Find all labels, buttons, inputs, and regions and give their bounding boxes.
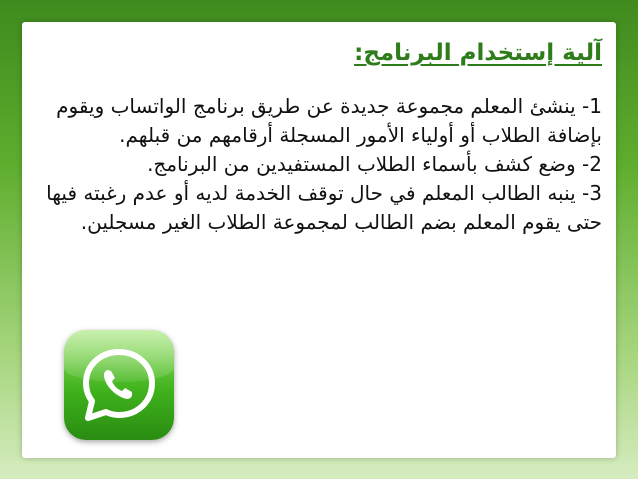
step-1-text: 1- ينشئ المعلم مجموعة جديدة عن طريق برنامج الواتساب ويقوم بإضافة الطلاب أو أولياء الأمور المسجلة أرقامهم من قبلهم. — [56, 94, 602, 147]
step-2-text: 2- وضع كشف بأسماء الطلاب المستفيدين من البرنامج. — [147, 152, 602, 176]
whatsapp-icon — [64, 330, 174, 440]
slide-content — [40, 36, 602, 237]
slide-title: آلية إستخدام البرنامج: — [354, 40, 602, 66]
step-3-text: 3- ينبه الطالب المعلم في حال توقف الخدمة لديه أو عدم رغبته فيها حتى يقوم المعلم بضم الطالب لمجموعة الطلاب الغير مسجلين. — [46, 181, 602, 234]
whatsapp-glyph — [64, 330, 174, 440]
